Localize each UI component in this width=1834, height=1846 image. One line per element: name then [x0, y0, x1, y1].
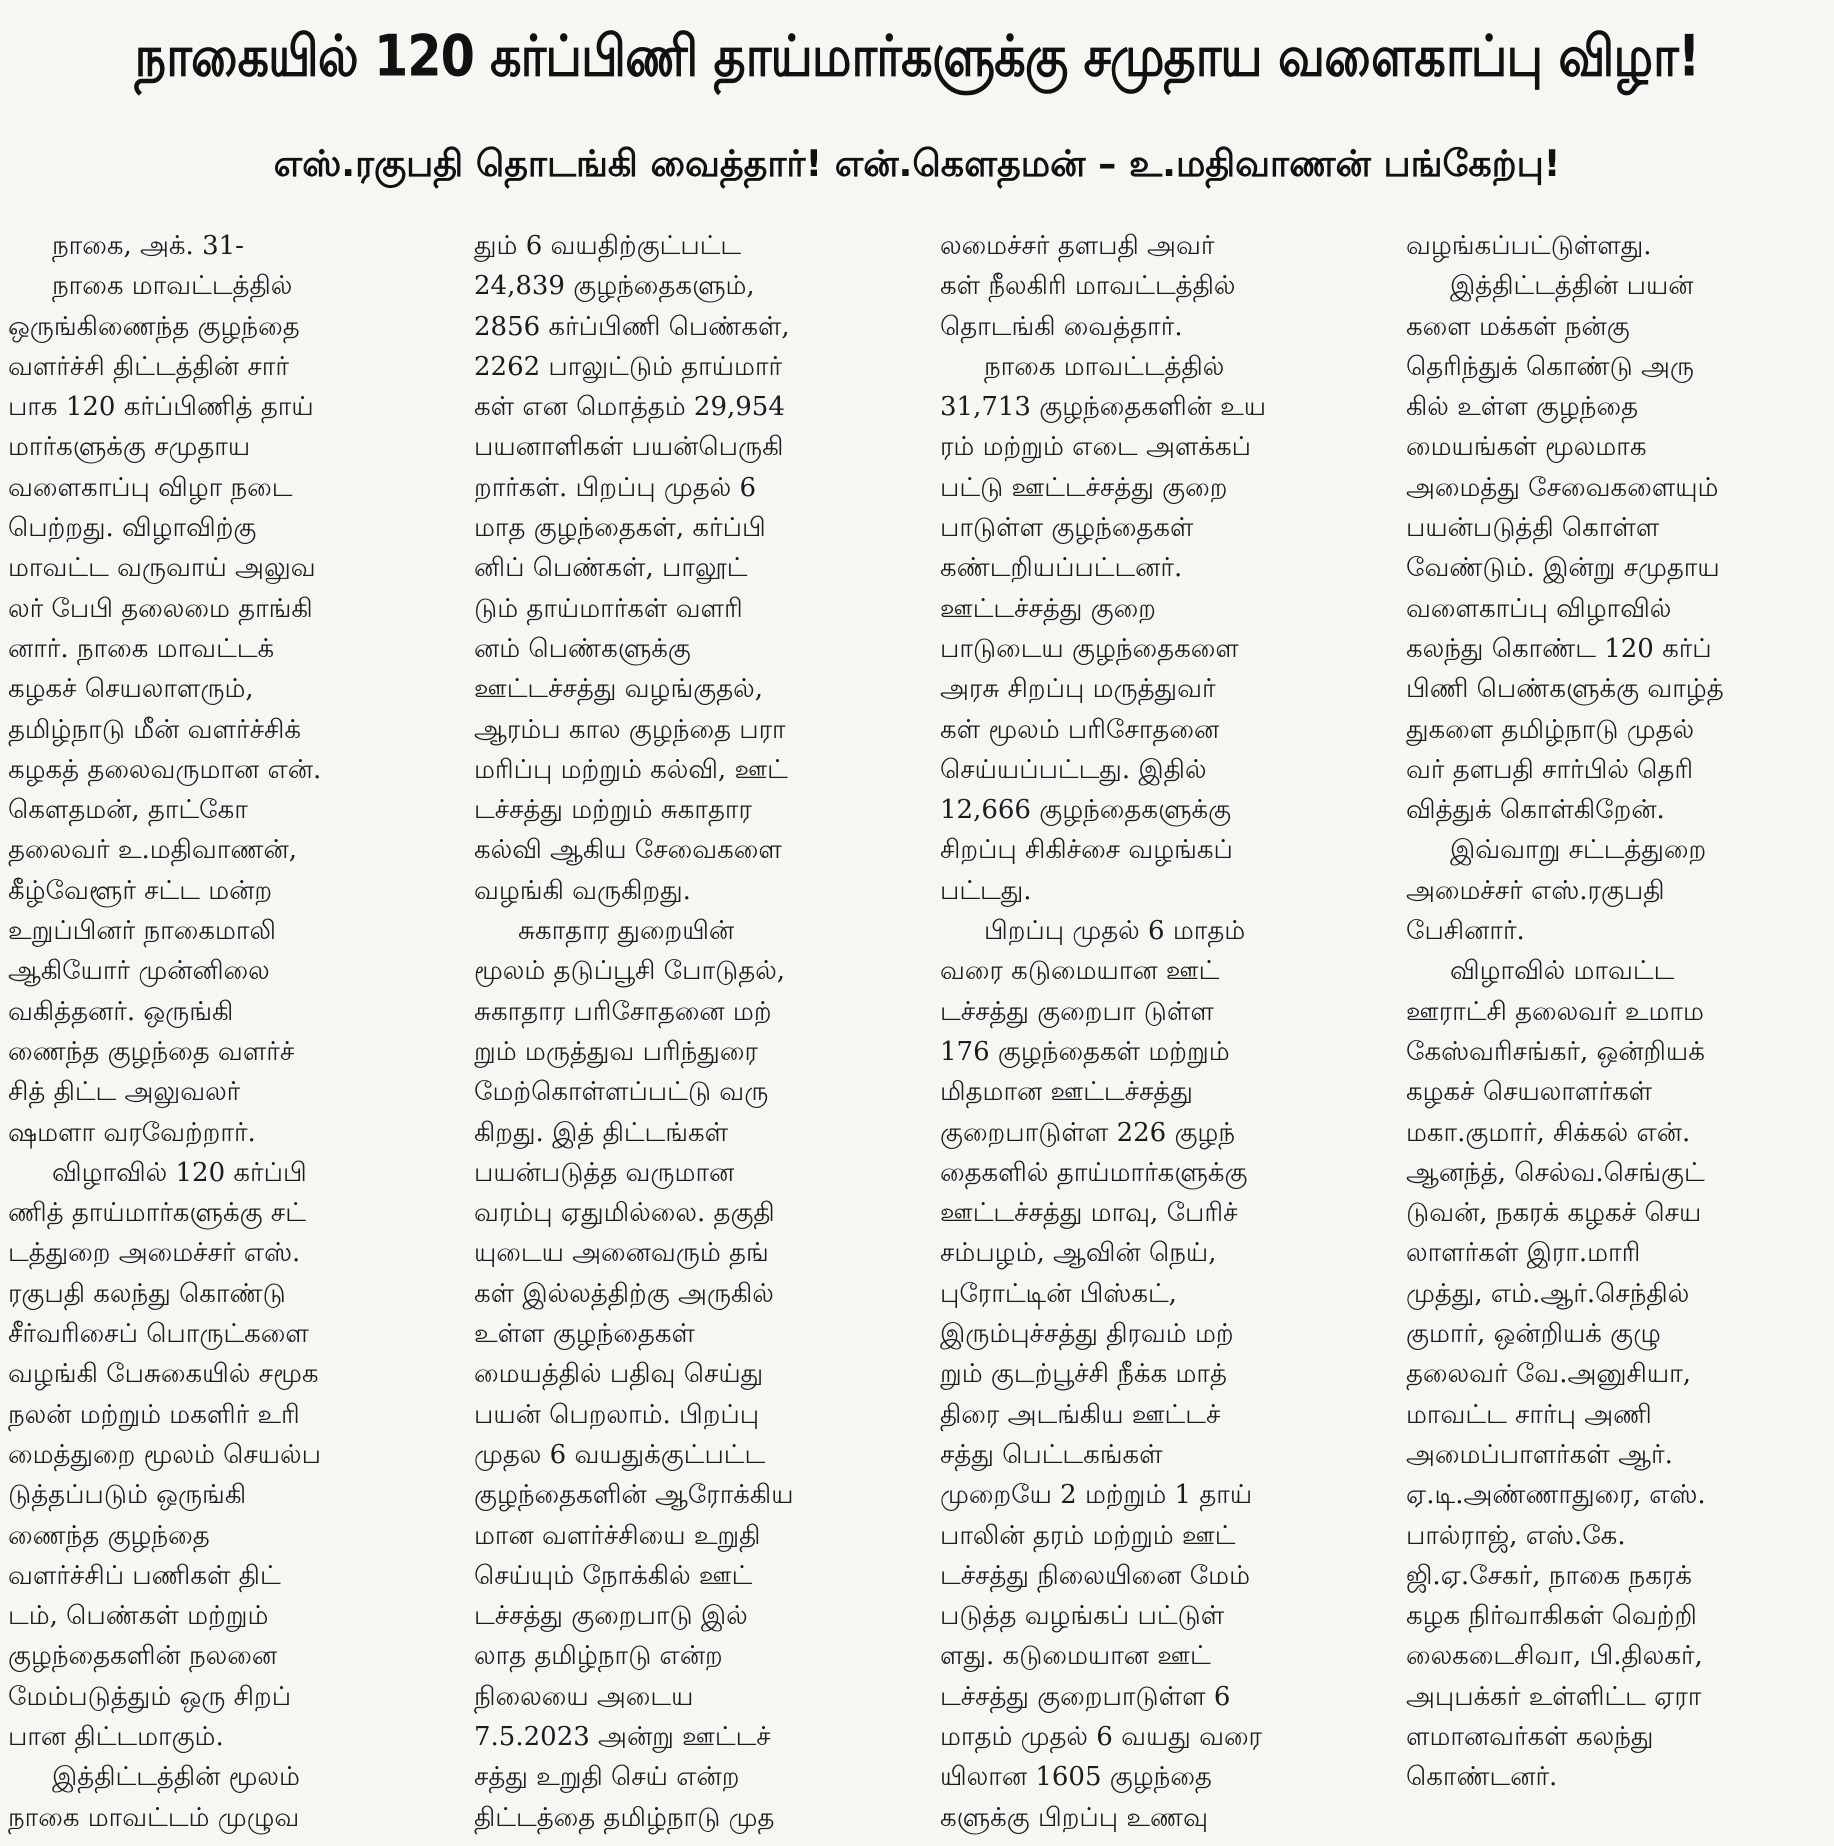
text-line: பிறப்பு முதல் 6 மாதம்: [984, 916, 1246, 947]
text-line: பாலின் தரம் மற்றும் ஊட்: [940, 1520, 1236, 1551]
text-line: தலைவர் உ.மதிவாணன்,: [8, 835, 297, 866]
text-line: மேற்கொள்ளப்பட்டு வரு: [474, 1077, 769, 1108]
text-line: படுத்த வழங்கப் பட்டுள்: [940, 1601, 1225, 1632]
text-line: மார்களுக்கு சமுதாய: [8, 432, 251, 463]
text-line: திரை அடங்கிய ஊட்டச்: [940, 1399, 1221, 1430]
text-line: குழந்தைகளின் நலனை: [8, 1641, 278, 1672]
text-line: களுக்கு பிறப்பு உணவு: [940, 1802, 1208, 1833]
text-line: உள்ள குழந்தைகள்: [474, 1319, 695, 1350]
text-line: றும் மருத்துவ பரிந்துரை: [474, 1036, 758, 1067]
text-line: வழங்கி பேசுகையில் சமூக: [8, 1359, 319, 1390]
text-line: யுடைய அனைவரும் தங்: [474, 1238, 769, 1269]
article-column-1: [8, 226, 452, 1838]
text-line: தைகளில் தாய்மார்களுக்கு: [940, 1157, 1248, 1188]
text-line: கழகத் தலைவருமான என்.: [8, 754, 322, 785]
text-line: வளைகாப்பு விழாவில்: [1406, 593, 1672, 624]
text-line: கள் நீலகிரி மாவட்டத்தில்: [940, 271, 1236, 302]
text-line: ஏ.டி.அண்ணாதுரை, எஸ்.: [1406, 1480, 1706, 1511]
text-line: குமார், ஒன்றியக் குழு: [1406, 1319, 1661, 1350]
text-line: உறுப்பினர் நாகைமாலி: [8, 916, 276, 947]
text-line: சம்பழம், ஆவின் நெய்,: [940, 1238, 1217, 1269]
text-line: லாளர்கள் இரா.மாரி: [1406, 1238, 1641, 1269]
text-line: ஷமளா வரவேற்றார்.: [8, 1117, 256, 1148]
text-line: வரை கடுமையான ஊட்: [940, 956, 1220, 987]
text-line: 12,666 குழந்தைகளுக்கு: [940, 795, 1232, 826]
text-line: ஆனந்த், செல்வ.செங்குட்: [1406, 1157, 1705, 1188]
text-line: இரும்புச்சத்து திரவம் மற்: [940, 1319, 1234, 1350]
text-line: மாவட்ட சார்பு அணி: [1406, 1399, 1652, 1430]
text-line: வளர்ச்சிப் பணிகள் திட்: [8, 1560, 281, 1591]
text-line: பாக 120 கர்ப்பிணித் தாய்: [8, 392, 314, 423]
text-line: மான வளர்ச்சியை உறுதி: [474, 1520, 761, 1551]
text-line: சீர்வரிசைப் பொருட்களை: [8, 1319, 309, 1350]
text-line: மையத்தில் பதிவு செய்து: [474, 1359, 764, 1390]
text-line: அமைச்சர் எஸ்.ரகுபதி: [1406, 875, 1665, 906]
text-line: ளமானவர்கள் கலந்து: [1406, 1721, 1654, 1752]
text-line: றும் குடற்பூச்சி நீக்க மாத்: [940, 1359, 1227, 1390]
text-line: னிப் பெண்கள், பாலூட்: [474, 553, 748, 584]
text-line: லாத தமிழ்நாடு என்ற: [474, 1641, 723, 1672]
text-line: பயன் பெறலாம். பிறப்பு: [474, 1399, 760, 1430]
text-line: மாத குழந்தைகள், கர்ப்பி: [474, 513, 766, 544]
text-line: யிலான 1605 குழந்தை: [940, 1762, 1212, 1793]
text-line: குழந்தைகளின் ஆரோக்கிய: [474, 1480, 794, 1511]
article-column-4: [1406, 226, 1826, 1838]
text-line: டம், பெண்கள் மற்றும்: [8, 1601, 269, 1632]
text-line: பான திட்டமாகும்.: [8, 1721, 224, 1752]
text-line: ரம் மற்றும் எடை அளக்கப்: [940, 432, 1251, 463]
text-line: ஆரம்ப கால குழந்தை பரா: [474, 714, 786, 745]
text-line: பயனாளிகள் பயன்பெருகி: [474, 432, 784, 463]
text-line: தொடங்கி வைத்தார்.: [940, 311, 1183, 342]
text-line: ஊட்டச்சத்து குறை: [940, 593, 1156, 624]
text-line: நிலையை அடைய: [474, 1681, 694, 1712]
text-line: நாகை மாவட்டத்தில்: [52, 271, 293, 302]
text-line: அரசு சிறப்பு மருத்துவர்: [940, 674, 1216, 705]
text-line: துகளை தமிழ்நாடு முதல்: [1406, 714, 1695, 745]
text-line: சுகாதார துறையின்: [518, 916, 735, 947]
text-line: மைத்துறை மூலம் செயல்ப: [8, 1439, 321, 1470]
text-line: டும் தாய்மார்கள் வளரி: [474, 593, 743, 624]
subheadline: எஸ்.ரகுபதி தொடங்கி வைத்தார்! என்.கௌதமன் – உ.மதிவாணன் பங்கேற்பு!: [273, 142, 1561, 185]
text-line: கேஸ்வரிசங்கர், ஒன்றியக்: [1406, 1036, 1705, 1067]
text-line: னார். நாகை மாவட்டக்: [8, 633, 275, 664]
text-line: வழங்கி வருகிறது.: [474, 875, 691, 906]
text-line: வளைகாப்பு விழா நடை: [8, 472, 293, 503]
text-line: ரகுபதி கலந்து கொண்டு: [8, 1278, 286, 1309]
text-line: ணைந்த குழந்தை வளர்ச்: [8, 1036, 295, 1067]
text-line: ஊட்டச்சத்து வழங்குதல்,: [474, 674, 763, 705]
text-line: கழக நிர்வாகிகள் வெற்றி: [1406, 1601, 1697, 1632]
text-line: கழகச் செயலாளர்கள்: [1406, 1077, 1653, 1108]
text-line: வழங்கப்பட்டுள்ளது.: [1406, 231, 1652, 261]
text-line: வரம்பு ஏதுமில்லை. தகுதி: [474, 1198, 775, 1229]
text-line: சத்து உறுதி செய் என்ற: [474, 1762, 740, 1793]
text-line: விழாவில் 120 கர்ப்பி: [52, 1157, 307, 1188]
text-line: செய்யப்பட்டது. இதில்: [940, 754, 1207, 785]
text-line: தும் 6 வயதிற்குட்பட்ட: [474, 231, 742, 261]
text-line: பட்டது.: [940, 875, 1032, 906]
text-line: பிணி பெண்களுக்கு வாழ்த்: [1406, 674, 1724, 705]
text-line: மரிப்பு மற்றும் கல்வி, ஊட்: [474, 754, 788, 785]
text-line: வேண்டும். இன்று சமுதாய: [1406, 553, 1720, 584]
text-line: இவ்வாறு சட்டத்துறை: [1450, 835, 1707, 866]
text-line: பட்டு ஊட்டச்சத்து குறை: [940, 472, 1228, 503]
text-line: 2262 பாலுட்டும் தாய்மார்: [474, 351, 783, 382]
text-line: கொண்டனர்.: [1406, 1762, 1558, 1793]
text-line: சுகாதார பரிசோதனை மற்: [474, 996, 772, 1027]
text-line: பயன்படுத்தி கொள்ள: [1406, 513, 1660, 544]
text-line: இத்திட்டத்தின் பயன்: [1450, 271, 1694, 302]
text-line: வர் தளபதி சார்பில் தெரி: [1406, 754, 1694, 785]
text-line: வளர்ச்சி திட்டத்தின் சார்: [8, 351, 289, 382]
text-line: கள் இல்லத்திற்கு அருகில்: [474, 1278, 774, 1309]
text-line: மாவட்ட வருவாய் அலுவ: [8, 553, 316, 584]
text-line: கள் என மொத்தம் 29,954: [474, 392, 785, 423]
text-line: நாகை மாவட்டத்தில்: [984, 351, 1225, 382]
text-line: ஊராட்சி தலைவர் உமாம: [1406, 996, 1704, 1027]
text-line: டச்சத்து குறைபாடு இல்: [474, 1601, 748, 1632]
text-line: நாகை மாவட்டம் முழுவ: [8, 1802, 300, 1833]
text-line: மேம்படுத்தும் ஒரு சிறப்: [8, 1681, 292, 1712]
text-line: டச்சத்து குறைபாடுள்ள 6: [940, 1681, 1231, 1712]
text-line: பாடுடைய குழந்தைகளை: [940, 633, 1239, 664]
text-line: கல்வி ஆகிய சேவைகளை: [474, 835, 782, 866]
text-line: கண்டறியப்பட்டனர்.: [940, 553, 1183, 584]
text-line: வித்துக் கொள்கிறேன்.: [1406, 795, 1665, 826]
headline: நாகையில் 120 கர்ப்பிணி தாய்மார்களுக்கு சமுதாய வளைகாப்பு விழா!: [134, 22, 1700, 90]
text-line: டச்சத்து குறைபா டுள்ள: [940, 996, 1214, 1027]
text-line: இத்திட்டத்தின் மூலம்: [52, 1762, 300, 1793]
text-line: முறையே 2 மற்றும் 1 தாய்: [940, 1480, 1253, 1511]
text-line: பேசினார்.: [1406, 916, 1525, 947]
text-line: டுவன், நகரக் கழகச் செய: [1406, 1198, 1702, 1229]
text-line: கில் உள்ள குழந்தை: [1406, 392, 1639, 423]
article-column-2: [474, 226, 918, 1838]
text-line: அபுபக்கர் உள்ளிட்ட ஏரா: [1406, 1681, 1702, 1712]
text-line: நாகை, அக். 31-: [52, 231, 244, 261]
text-line: செய்யும் நோக்கில் ஊட்: [474, 1560, 753, 1591]
text-line: மூலம் தடுப்பூசி போடுதல்,: [474, 956, 786, 987]
text-line: டத்துறை அமைச்சர் எஸ்.: [8, 1238, 301, 1269]
text-line: டுத்தப்படும் ஒருங்கி: [8, 1480, 247, 1511]
text-line: சிறப்பு சிகிச்சை வழங்கப்: [940, 835, 1233, 866]
text-line: திட்டத்தை தமிழ்நாடு முத: [474, 1802, 775, 1833]
text-line: லைகடைசிவா, பி.திலகர்,: [1406, 1641, 1703, 1672]
text-line: அமைப்பாளர்கள் ஆர்.: [1406, 1439, 1673, 1470]
text-line: முதல 6 வயதுக்குட்பட்ட: [474, 1439, 766, 1470]
text-line: 31,713 குழந்தைகளின் உய: [940, 392, 1267, 423]
article-column-3: [940, 226, 1384, 1838]
text-line: பயன்படுத்த வருமான: [474, 1157, 735, 1188]
text-line: கழகச் செயலாளரும்,: [8, 674, 254, 705]
text-line: வகித்தனர். ஒருங்கி: [8, 996, 234, 1027]
text-line: டச்சத்து மற்றும் சுகாதார: [474, 795, 752, 826]
text-line: 2856 கர்ப்பிணி பெண்கள்,: [474, 311, 790, 342]
text-line: கள் மூலம் பரிசோதனை: [940, 714, 1220, 745]
text-line: 24,839 குழந்தைகளும்,: [474, 271, 755, 302]
text-line: பால்ராஜ், எஸ்.கே.: [1406, 1520, 1626, 1551]
text-line: கலந்து கொண்ட 120 கர்ப்: [1406, 633, 1712, 664]
text-line: டச்சத்து நிலையினை மேம்: [940, 1560, 1251, 1591]
text-line: ஆகியோர் முன்னிலை: [8, 956, 270, 987]
text-line: களை மக்கள் நன்கு: [1406, 311, 1630, 342]
text-line: லர் பேபி தலைமை தாங்கி: [8, 593, 313, 624]
text-line: ணைந்த குழந்தை: [8, 1520, 210, 1551]
text-line: 176 குழந்தைகள் மற்றும்: [940, 1036, 1230, 1067]
text-line: மிதமான ஊட்டச்சத்து: [940, 1077, 1193, 1108]
text-line: விழாவில் மாவட்ட: [1450, 956, 1675, 987]
text-line: மகா.குமார், சிக்கல் என்.: [1406, 1117, 1691, 1148]
text-line: தெரிந்துக் கொண்டு அரு: [1406, 351, 1695, 382]
text-line: தலைவர் வே.அனுசியா,: [1406, 1359, 1692, 1390]
text-line: புரோட்டின் பிஸ்கட்,: [940, 1278, 1177, 1309]
article-body: [8, 226, 1826, 1838]
text-line: ஊட்டச்சத்து மாவு, பேரிச்: [940, 1198, 1238, 1229]
text-line: கீழ்வேளூர் சட்ட மன்ற: [8, 875, 273, 906]
text-line: நலன் மற்றும் மகளிர் உரி: [8, 1399, 300, 1430]
text-line: முத்து, எம்.ஆர்.செந்தில்: [1406, 1278, 1690, 1309]
text-line: லமைச்சர் தளபதி அவர்: [940, 231, 1215, 261]
text-line: றார்கள். பிறப்பு முதல் 6: [474, 472, 757, 503]
text-line: கௌதமன், தாட்கோ: [8, 795, 248, 826]
text-line: ளது. கடுமையான ஊட்: [940, 1641, 1211, 1672]
text-line: மையங்கள் மூலமாக: [1406, 432, 1647, 463]
text-line: ஒருங்கிணைந்த குழந்தை: [8, 311, 300, 342]
text-line: குறைபாடுள்ள 226 குழந்: [940, 1117, 1236, 1148]
text-line: பாடுள்ள குழந்தைகள்: [940, 513, 1194, 544]
text-line: மாதம் முதல் 6 வயது வரை: [940, 1721, 1262, 1752]
text-line: தமிழ்நாடு மீன் வளர்ச்சிக்: [8, 714, 301, 745]
text-line: ணித் தாய்மார்களுக்கு சட்: [8, 1198, 306, 1229]
text-line: கிறது. இத் திட்டங்கள்: [474, 1117, 729, 1148]
text-line: சத்து பெட்டகங்கள்: [940, 1439, 1163, 1470]
text-line: னம் பெண்களுக்கு: [474, 633, 691, 664]
text-line: அமைத்து சேவைகளையும்: [1406, 472, 1719, 503]
text-line: பெற்றது. விழாவிற்கு: [8, 513, 257, 544]
text-line: ஜி.ஏ.சேகர், நாகை நகரக்: [1406, 1560, 1692, 1591]
text-line: சித் திட்ட அலுவலர்: [8, 1077, 241, 1108]
text-line: 7.5.2023 அன்று ஊட்டச்: [474, 1721, 771, 1752]
